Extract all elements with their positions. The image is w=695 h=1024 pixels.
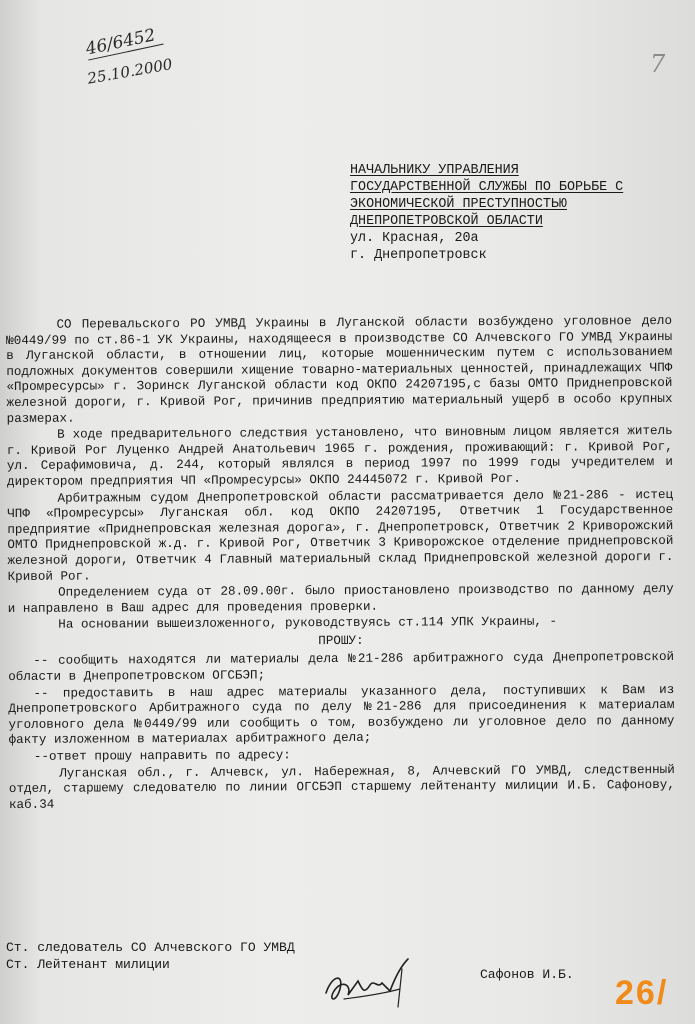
scan-date-stamp: 26/ [615, 974, 669, 1012]
addressee-line-3: ЭКОНОМИЧЕСКОЙ ПРЕСТУПНОСТЬЮ [350, 197, 567, 212]
signer-position-2: Ст. Лейтенант милиции [6, 957, 170, 972]
signature-block [6, 939, 295, 973]
addressee-block [350, 162, 685, 264]
addressee-line-2: ГОСУДАРСТВЕННОЙ СЛУЖБЫ ПО БОРЬБЕ С [350, 180, 624, 195]
reply-address: Луганская обл., г. Алчевск, ул. Набережная, 8, Алчевский ГО УМВД, следственный отдел, старшему следователю по линии ОГСБЭП старшему лейтенанту милиции И.Б. Сафонову, каб.34 [8, 762, 675, 812]
request-item-3: --ответ прошу направить по адресу: [33, 748, 291, 764]
handwritten-page-number: 7 [650, 50, 666, 78]
handwritten-signature [318, 955, 418, 1015]
paragraph-arbitration: Арбитражным судом Днепропетровской области рассматривается дело №21-286 - истец ЧПФ «Промресурсы» Луганская обл. код ОКПО 24207195, Ответчик 1 Государственное предприятие «Приднепровская железная дорога», г. Днепропетровск, Ответчик 2 Криворожский ОМТО Приднепровской ж.д. г. Кривой Рог, Ответчик 3 Криворожское отделение приднепровской железной дороги, Ответчик 4 Главный материальный склад Приднепровской железной дороги г. Кривой Рог. [7, 487, 674, 584]
paragraph-basis: На основании вышеизложенного, руководствуясь ст.114 УПК Украины, - [58, 614, 558, 632]
letter-body [6, 314, 675, 814]
addressee-line-4: ДНЕПРОПЕТРОВСКОЙ ОБЛАСТИ [350, 214, 543, 229]
paragraph-case-opened: СО Перевальского РО УМВД Украины в Луганской области возбуждено уголовное дело №0449/99 по ст.86-1 УК Украины, находящееся в производстве СО Алчевского ГО УМВД Украины в Луганской области, в отношении лиц, которые мошенническим путем с использованием подложных документов совершили хищение товарно-материальных ценностей, принадлежащих ЧПФ «Промресурсы» г. Зоринск Луганской области код ОКПО 24207195,с базы ОМТО Приднепровской железной дороги, г. Кривой Рог, причинив предприятию материальный ущерб в особо крупных размерах. [6, 313, 673, 426]
paragraph-court-ruling: Определением суда от 28.09.00г. было приостановлено производство по данному делу и направлено в Ваш адрес для проведения проверки. [7, 582, 674, 616]
addressee-city: г. Днепропетровск [350, 248, 487, 263]
paragraph-investigation: В ходе предварительного следствия установлено, что виновным лицом является житель г. Кривой Рог Луценко Андрей Анатольевич 1965 г. рождения, проживающий: г. Кривой Рог, ул. Серафимовича, д. 244, который являлся в период 1997 по 1999 годы учредителем и директором предприятия ЧП «Промресурсы» ОКПО 24445072 г. Кривой Рог. [6, 424, 673, 489]
signer-name: Сафонов И.Б. [480, 967, 574, 982]
request-heading: ПРОШУ: [318, 633, 364, 648]
addressee-street: ул. Красная, 20а [350, 231, 479, 246]
request-item-1: -- сообщить находятся ли материалы дела №21-286 арбитражного суда Днепропетровской области в Днепропетровском ОГСБЭП; [8, 650, 675, 685]
addressee-line-1: НАЧАЛЬНИКУ УПРАВЛЕНИЯ [350, 163, 519, 178]
handwritten-registration-date: 25.10.2000 [86, 55, 174, 88]
signer-position-1: Ст. следователь СО Алчевского ГО УМВД [6, 940, 295, 955]
handwritten-registration-number: 46/6452 [84, 24, 163, 60]
request-item-2: -- предоставить в наш адрес материалы указанного дела, поступивших к Вам из Днепропетровского Арбитражного суда по делу №21-286 для присоединения к материалам уголовного дела №0449/99 или сообщить о том, возбуждено ли уголовное дело по данному факту изложенном в материалах арбитражного дела; [8, 682, 675, 748]
